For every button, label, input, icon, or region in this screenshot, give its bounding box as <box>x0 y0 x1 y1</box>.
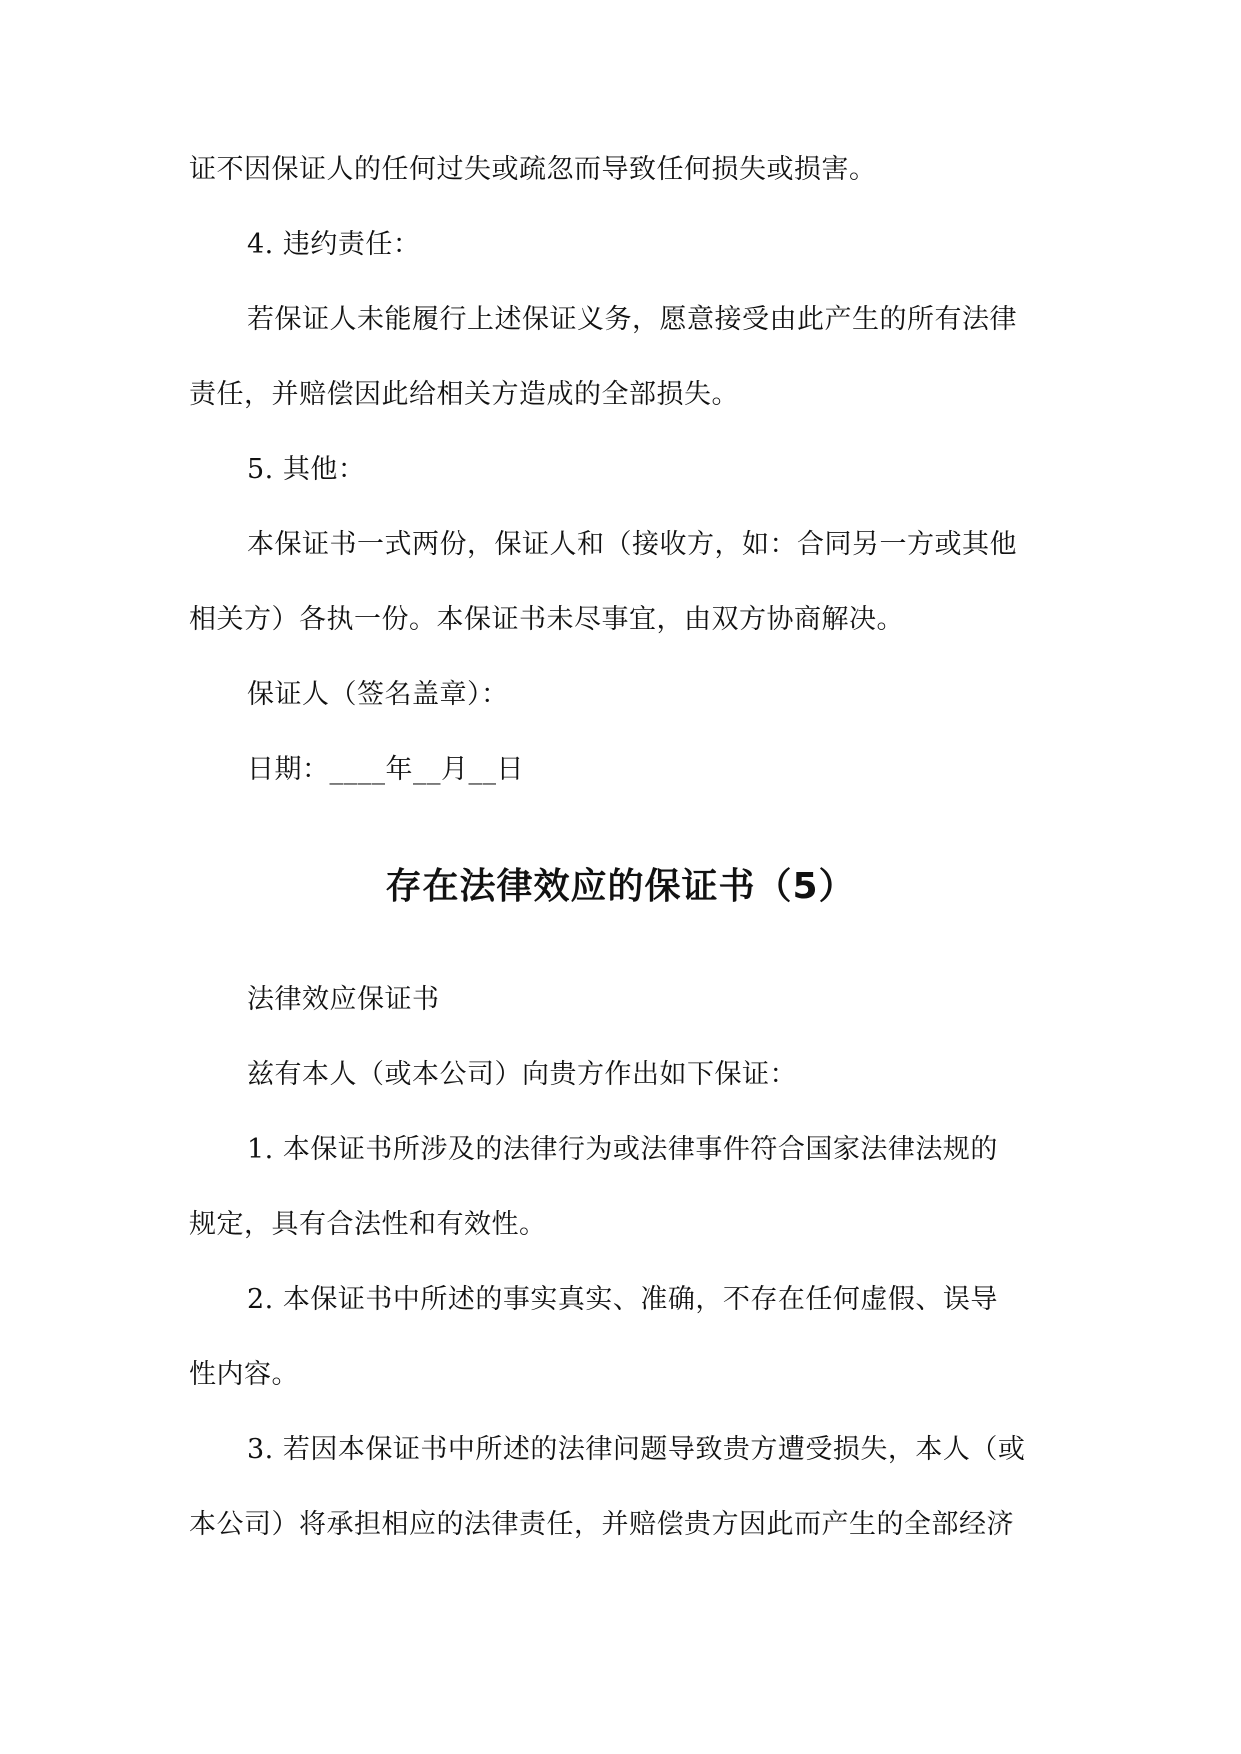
paragraph-line: 若保证人未能履行上述保证义务，愿意接受由此产生的所有法律 <box>247 304 1017 335</box>
paragraph-line: 证不因保证人的任何过失或疏忽而导致任何损失或损害。 <box>189 154 877 185</box>
date-label: 日期：____年__月__日 <box>247 754 524 785</box>
paragraph-line: 性内容。 <box>189 1359 299 1390</box>
paragraph-line: 本保证书一式两份，保证人和（接收方，如：合同另一方或其他 <box>247 529 1017 560</box>
clause-3-line: 3. 若因本保证书中所述的法律问题导致贵方遭受损失，本人（或 <box>247 1434 1026 1465</box>
paragraph-line: 规定，具有合法性和有效性。 <box>189 1209 547 1240</box>
document-subtitle: 法律效应保证书 <box>247 984 440 1015</box>
paragraph-line: 本公司）将承担相应的法律责任，并赔偿贵方因此而产生的全部经济 <box>189 1509 1014 1540</box>
clause-1-line: 1. 本保证书所涉及的法律行为或法律事件符合国家法律法规的 <box>247 1134 998 1165</box>
paragraph-line: 相关方）各执一份。本保证书未尽事宜，由双方协商解决。 <box>189 604 904 635</box>
signature-label: 保证人（签名盖章）： <box>247 679 509 710</box>
clause-2-line: 2. 本保证书中所述的事实真实、准确，不存在任何虚假、误导 <box>247 1284 998 1315</box>
section-title: 存在法律效应的保证书（5） <box>385 866 856 907</box>
clause-5-heading: 5. 其他： <box>247 454 366 485</box>
paragraph-line: 责任，并赔偿因此给相关方造成的全部损失。 <box>189 379 739 410</box>
clause-4-heading: 4. 违约责任： <box>247 229 421 260</box>
intro-line: 兹有本人（或本公司）向贵方作出如下保证： <box>247 1059 797 1090</box>
